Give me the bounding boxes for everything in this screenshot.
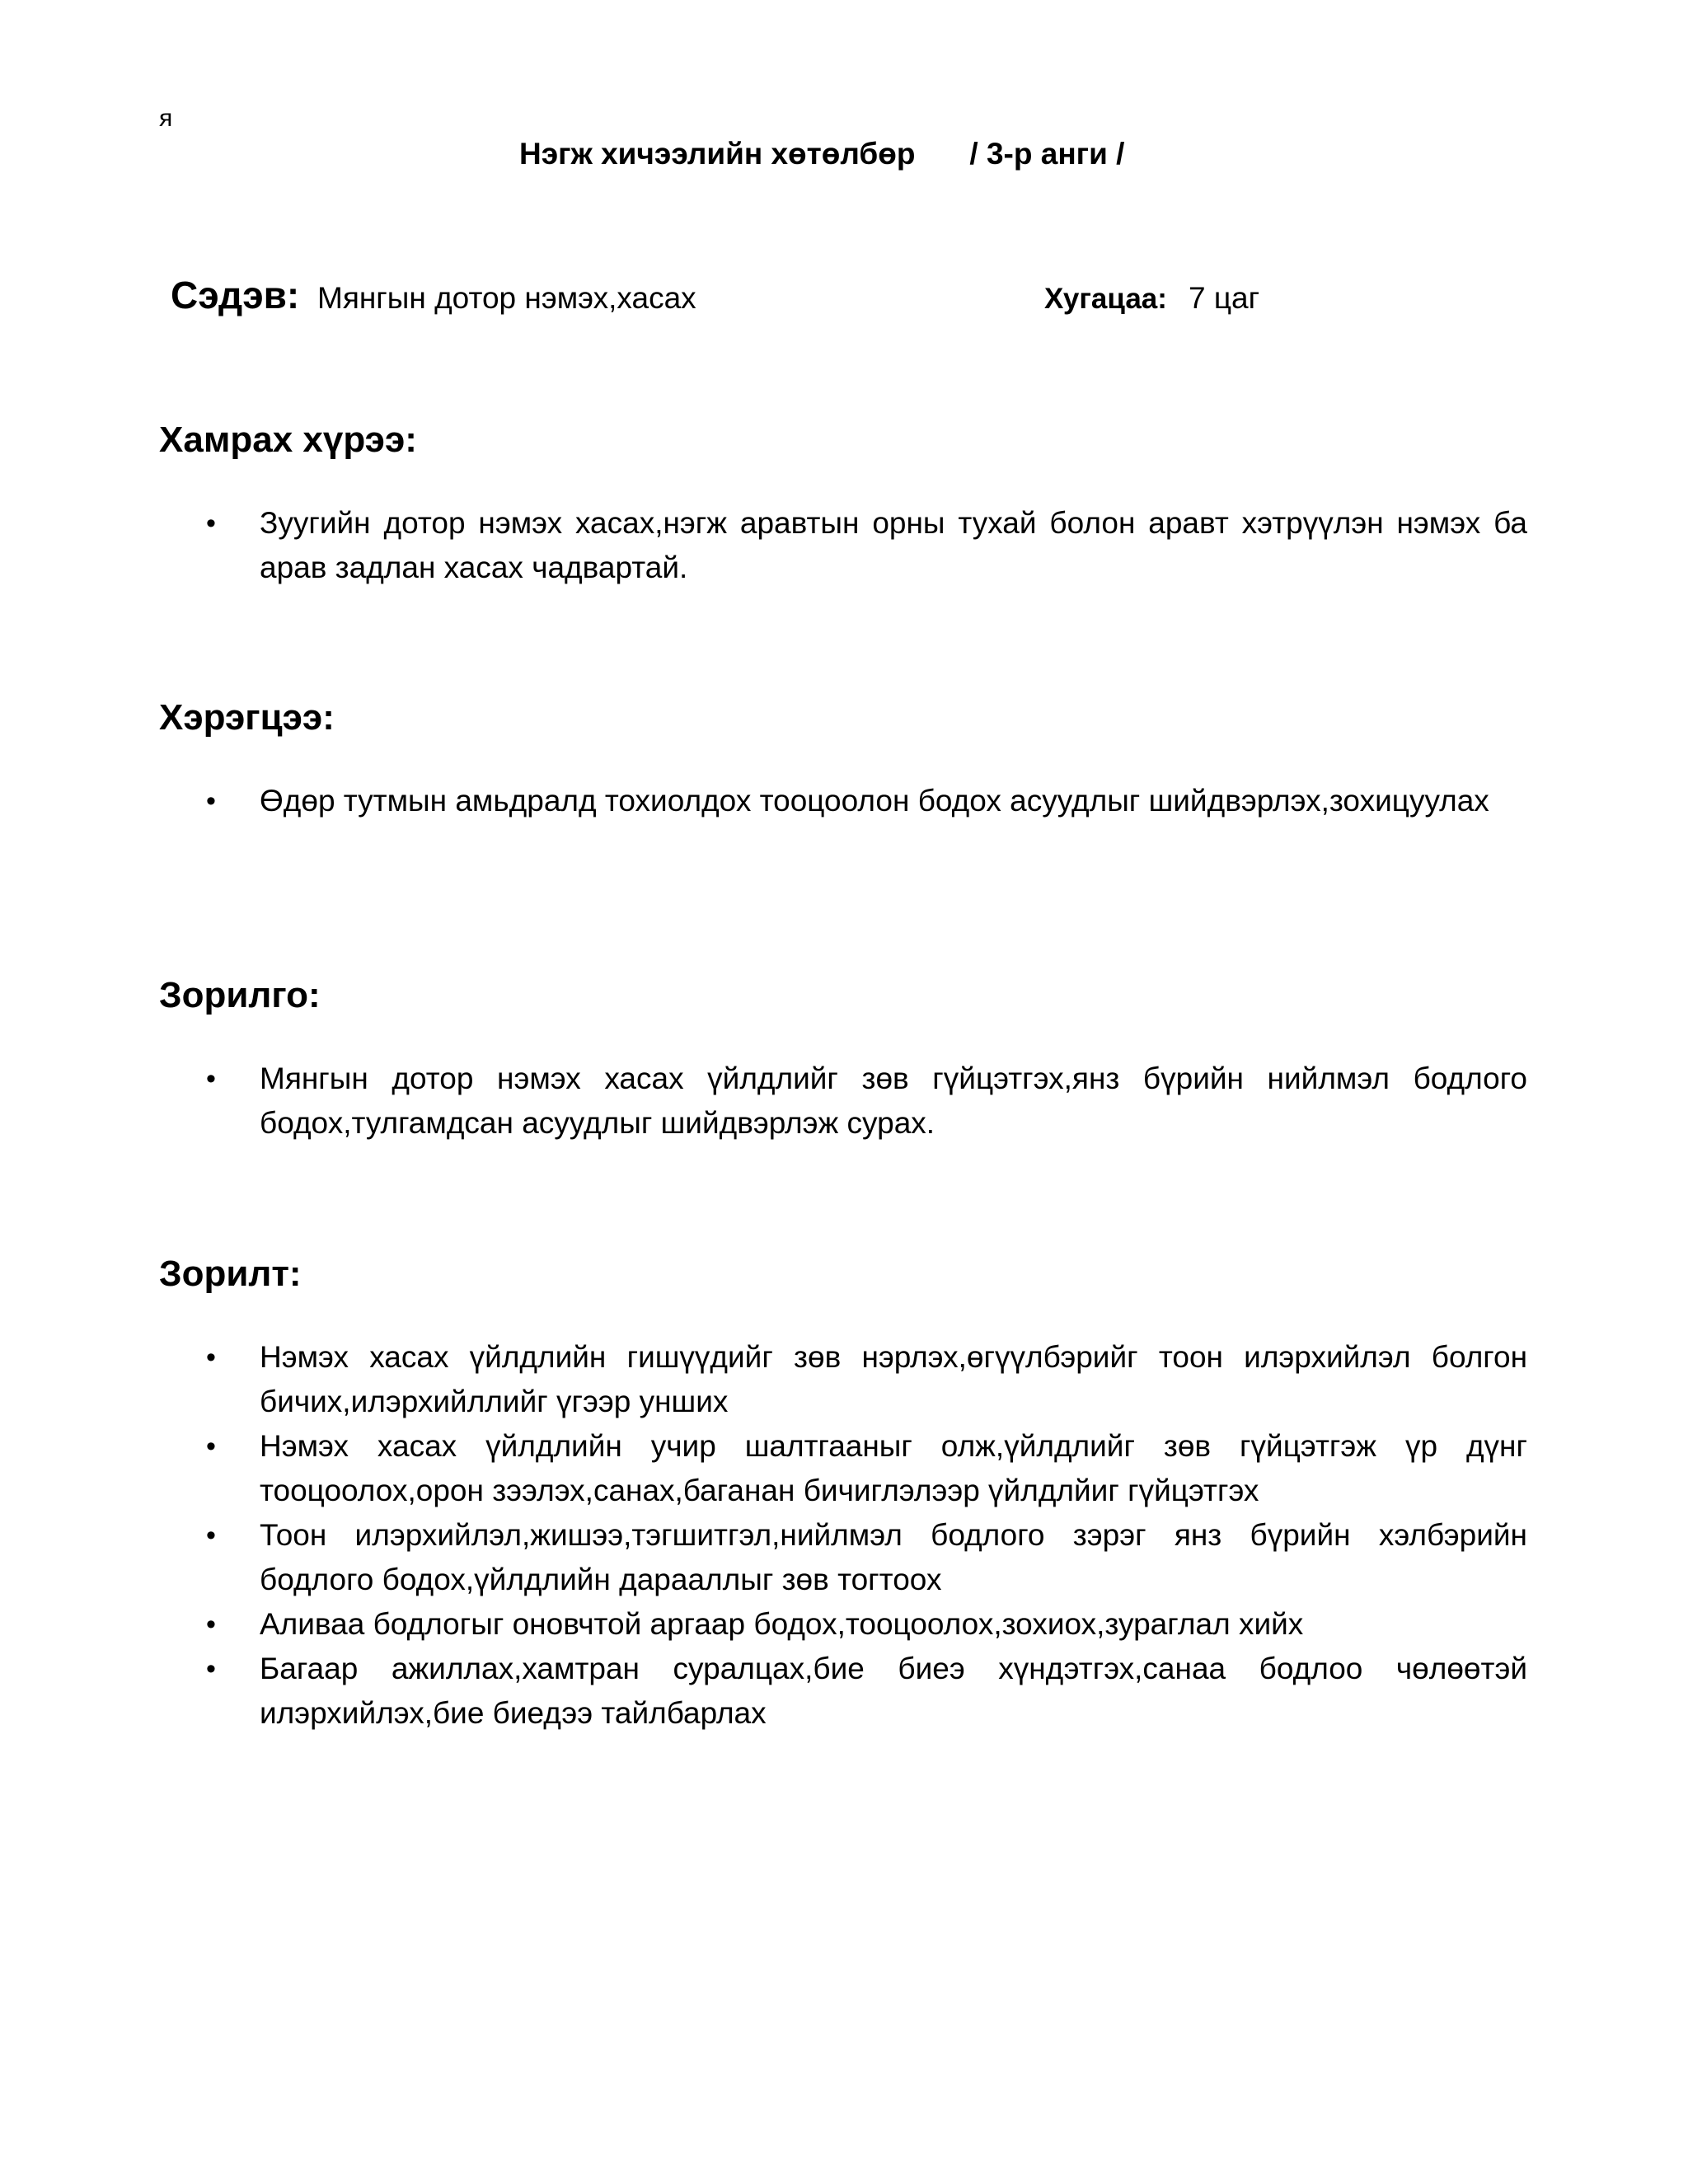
list-item-text: Зуугийн дотор нэмэх хасах,нэгж аравтын орны тухай болон аравт хэтрүүлэн нэмэх ба арав задлан хасах чадвартай. [260, 506, 1527, 584]
section-need [159, 695, 1527, 823]
list-item [159, 501, 1527, 590]
section-heading: Хэрэгцээ: [159, 697, 335, 738]
bullet-icon: • [206, 1653, 216, 1685]
list-item [159, 1335, 1527, 1424]
topic-label: Сэдэв: [171, 274, 300, 316]
list-item [159, 1602, 1527, 1647]
list-item-text: Нэмэх хасах үйлдлийн гишүүдийг зөв нэрлэх,өгүүлбэрийг тоон илэрхийлэл болгон бичих,илэрхийллийг үгээр унших [260, 1340, 1527, 1418]
bullet-icon: • [206, 1431, 216, 1462]
bullet-list [159, 1335, 1527, 1736]
list-item-text: Нэмэх хасах үйлдлийн учир шалтгааныг олж,үйлдлийг зөв гүйцэтгэж үр дүнг тооцоолох,орон зээлэх,санах,баганан бичиглэлээр үйлдлйиг гүйцэтгэх [260, 1429, 1527, 1507]
bullet-icon: • [206, 1063, 216, 1094]
list-item [159, 1057, 1527, 1146]
list-item-text: Мянгын дотор нэмэх хасах үйлдлийг зөв гүйцэтгэх,янз бүрийн нийлмэл бодлого бодох,тулгамдсан асуудлыг шийдвэрлэж сурах. [260, 1062, 1527, 1140]
section-goal [159, 972, 1527, 1146]
section-scope [159, 417, 1527, 590]
topic-value: Мянгын дотор нэмэх,хасах [317, 281, 696, 315]
list-item-text: Тоон илэрхийлэл,жишээ,тэгшитгэл,нийлмэл бодлого зэрэг янз бүрийн хэлбэрийн бодлого бодох,үйлдлийн дарааллыг зөв тогтоох [260, 1518, 1527, 1596]
document-title [519, 134, 1124, 175]
duration-label: Хугацаа: [1044, 283, 1167, 315]
bullet-icon: • [206, 1609, 216, 1640]
duration-value: 7 цаг [1189, 281, 1260, 315]
list-item-text: Өдөр тутмын амьдралд тохиолдох тооцоолон бодох асуудлыг шийдвэрлэх,зохицуулах [260, 784, 1489, 818]
bullet-icon: • [206, 508, 216, 539]
list-item-text: Аливаа бодлогыг оновчтой аргаар бодох,тооцоолох,зохиох,зураглал хийх [260, 1607, 1304, 1641]
bullet-icon: • [206, 1342, 216, 1373]
title-grade: / 3-р анги / [969, 137, 1125, 171]
list-item [159, 1647, 1527, 1736]
list-item-text: Багаар ажиллах,хамтран суралцах,бие биеэ хүндэтгэх,санаа бодлоо чөлөөтэй илэрхийлэх,бие биедээ тайлбарлах [260, 1652, 1527, 1730]
bullet-icon: • [206, 785, 216, 817]
bullet-list [159, 1057, 1527, 1146]
bullet-list [159, 779, 1527, 823]
title-main: Нэгж хичээлийн хөтөлбөр [519, 137, 916, 171]
section-heading: Зорилго: [159, 975, 321, 1015]
list-item [159, 1513, 1527, 1602]
topic-row [171, 272, 1572, 321]
list-item [159, 779, 1527, 823]
section-heading: Хамрах хүрээ: [159, 419, 417, 460]
section-objectives [159, 1251, 1527, 1736]
section-heading: Зорилт: [159, 1254, 302, 1294]
bullet-list [159, 501, 1527, 590]
list-item [159, 1424, 1527, 1513]
corner-mark: я [159, 105, 173, 132]
bullet-icon: • [206, 1520, 216, 1551]
